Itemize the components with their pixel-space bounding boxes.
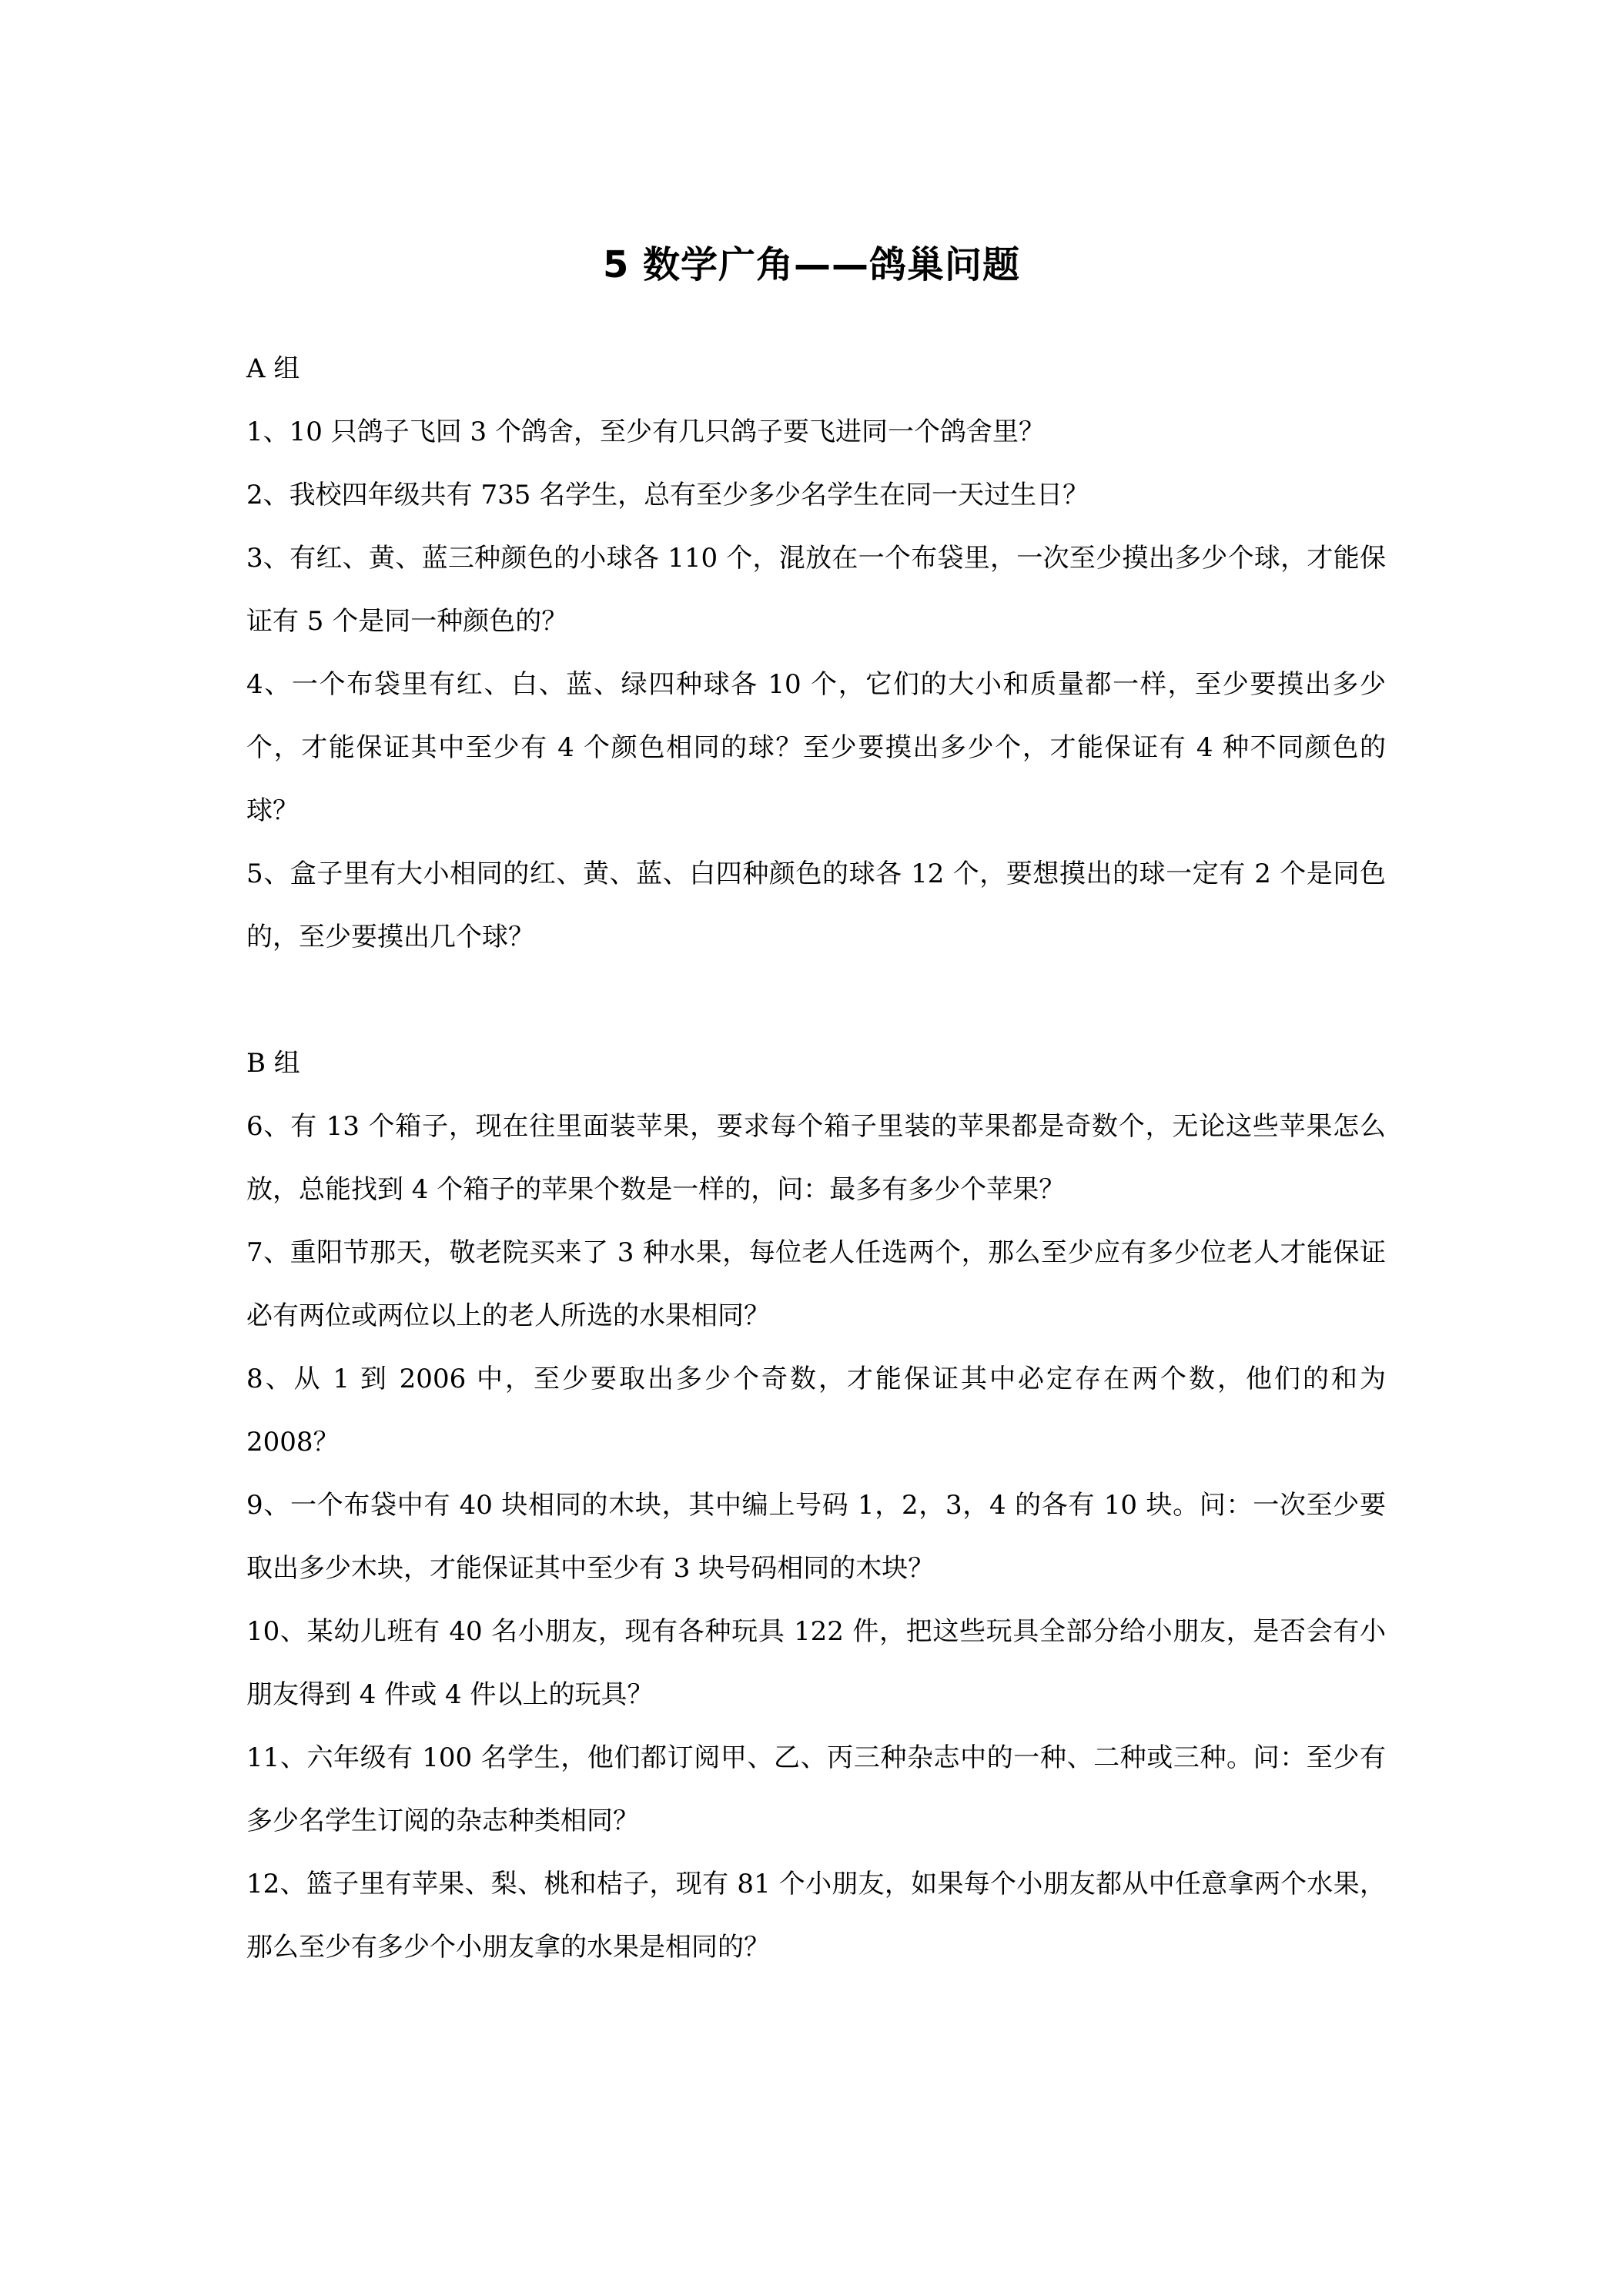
question-1: 1、10 只鸽子飞回 3 个鸽舍，至少有几只鸽子要飞进同一个鸽舍里？ <box>246 417 1045 447</box>
document-body <box>246 337 1386 1979</box>
group-b-section <box>246 1032 1386 1979</box>
question-3: 3、有红、黄、蓝三种颜色的小球各 110 个，混放在一个布袋里，一次至少摸出多少个球，才能保证有 5 个是同一种颜色的？ <box>246 543 1386 637</box>
question-5: 5、盒子里有大小相同的红、黄、蓝、白四种颜色的球各 12 个，要想摸出的球一定有 2 个是同色的，至少要摸出几个球？ <box>246 858 1386 952</box>
question-4: 4、一个布袋里有红、白、蓝、绿四种球各 10 个，它们的大小和质量都一样，至少要摸出多少个，才能保证其中至少有 4 个颜色相同的球？至少要摸出多少个，才能保证有 4 种不同颜色的球？ <box>246 669 1386 826</box>
group-a-section <box>246 337 1386 969</box>
question-12: 12、篮子里有苹果、梨、桃和桔子，现有 81 个小朋友，如果每个小朋友都从中任意拿两个水果，那么至少有多少个小朋友拿的水果是相同的？ <box>246 1869 1386 1963</box>
question-10: 10、某幼儿班有 40 名小朋友，现有各种玩具 122 件，把这些玩具全部分给小朋友，是否会有小朋友得到 4 件或 4 件以上的玩具？ <box>246 1616 1386 1710</box>
question-7: 7、重阳节那天，敬老院买来了 3 种水果，每位老人任选两个，那么至少应有多少位老人才能保证必有两位或两位以上的老人所选的水果相同？ <box>246 1237 1386 1331</box>
group-b-label: B 组 <box>246 1048 300 1079</box>
question-11: 11、六年级有 100 名学生，他们都订阅甲、乙、丙三种杂志中的一种、二种或三种。问：至少有多少名学生订阅的杂志种类相同？ <box>246 1742 1386 1836</box>
group-a-label: A 组 <box>246 353 300 384</box>
question-8: 8、从 1 到 2006 中，至少要取出多少个奇数，才能保证其中必定存在两个数，他们的和为 2008？ <box>246 1364 1386 1458</box>
document-title: 5 数学广角——鸽巢问题 <box>602 243 1021 286</box>
question-6: 6、有 13 个箱子，现在往里面装苹果，要求每个箱子里装的苹果都是奇数个，无论这些苹果怎么放，总能找到 4 个箱子的苹果个数是一样的，问：最多有多少个苹果？ <box>246 1111 1386 1205</box>
question-2: 2、我校四年级共有 735 名学生，总有至少多少名学生在同一天过生日？ <box>246 480 1089 510</box>
question-9: 9、一个布袋中有 40 块相同的木块，其中编上号码 1，2，3，4 的各有 10 块。问：一次至少要取出多少木块，才能保证其中至少有 3 块号码相同的木块？ <box>246 1490 1386 1584</box>
section-spacer <box>246 969 1386 1032</box>
